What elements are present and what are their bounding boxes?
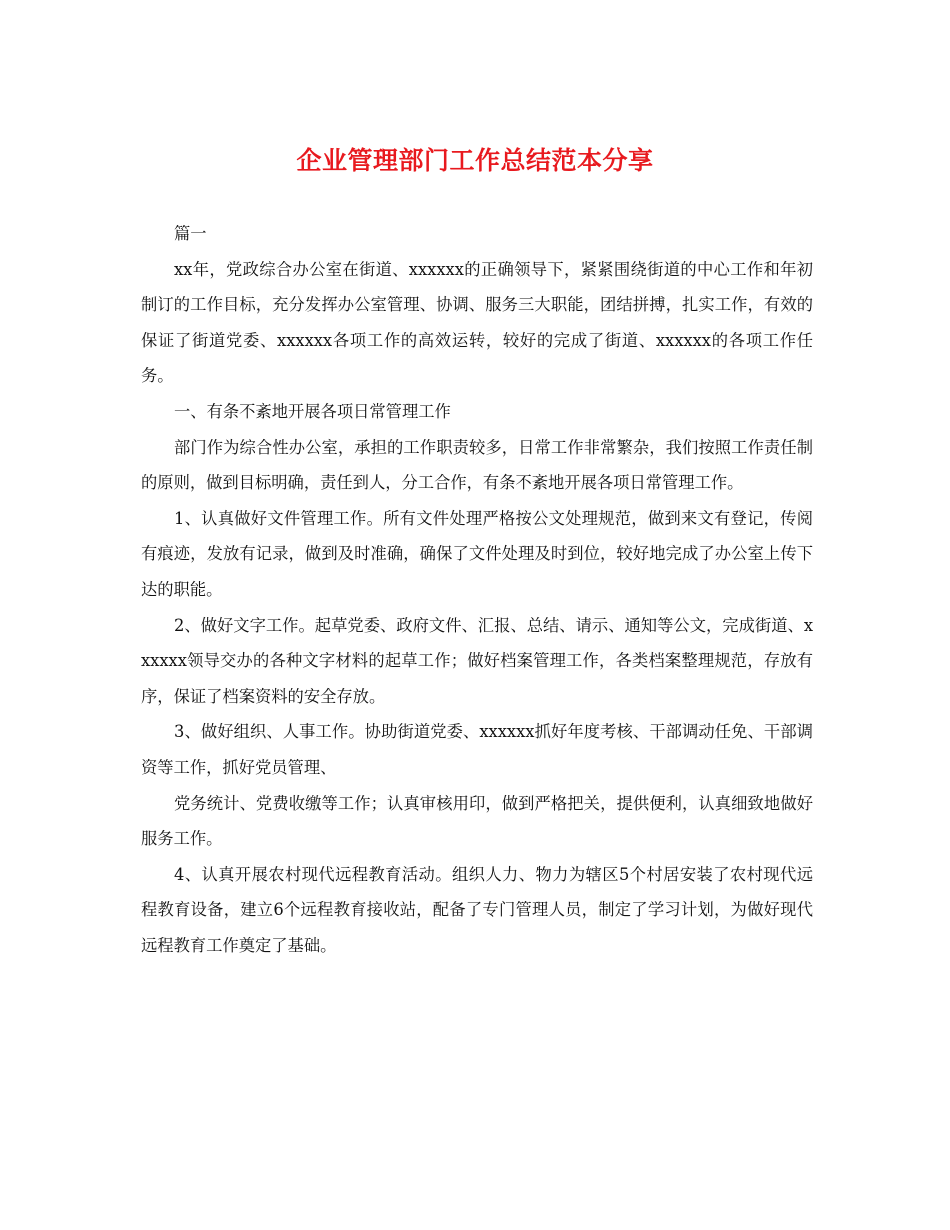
paragraph: 2、做好文字工作。起草党委、政府文件、汇报、总结、请示、通知等公文，完成街道、xxxxxx领导交办的各种文字材料的起草工作；做好档案管理工作，各类档案整理规范，存放有序，保证了档案资料的安全存放。: [141, 615, 813, 706]
paragraph: 1、认真做好文件管理工作。所有文件处理严格按公文处理规范，做到来文有登记，传阅有痕迹，发放有记录，做到及时准确，确保了文件处理及时到位，较好地完成了办公室上传下达的职能。: [141, 508, 813, 599]
document-title: 企业管理部门工作总结范本分享: [296, 146, 654, 175]
paragraph: xx年，党政综合办公室在街道、xxxxxx的正确领导下，紧紧围绕街道的中心工作和年初制订的工作目标，充分发挥办公室管理、协调、服务三大职能，团结拼搏，扎实工作，有效的保证了街道党委、xxxxxx各项工作的高效运转，较好的完成了街道、xxxxxx的各项工作任务。: [141, 259, 813, 386]
paragraph: 4、认真开展农村现代远程教育活动。组织人力、物力为辖区5个村居安装了农村现代远程教育设备，建立6个远程教育接收站，配备了专门管理人员，制定了学习计划，为做好现代远程教育工作奠定了基础。: [141, 864, 813, 955]
section-heading: 篇一: [174, 224, 207, 243]
paragraph: 部门作为综合性办公室，承担的工作职责较多，日常工作非常繁杂，我们按照工作责任制的原则，做到目标明确，责任到人，分工合作，有条不紊地开展各项日常管理工作。: [141, 437, 813, 493]
paragraph: 3、做好组织、人事工作。协助街道党委、xxxxxx抓好年度考核、干部调动任免、干部调资等工作，抓好党员管理、: [141, 722, 813, 777]
subsection-heading: 一、有条不紊地开展各项日常管理工作: [174, 401, 451, 421]
paragraph: 党务统计、党费收缴等工作；认真审核用印，做到严格把关，提供便利，认真细致地做好服务工作。: [141, 793, 813, 849]
document-body: [141, 216, 813, 963]
